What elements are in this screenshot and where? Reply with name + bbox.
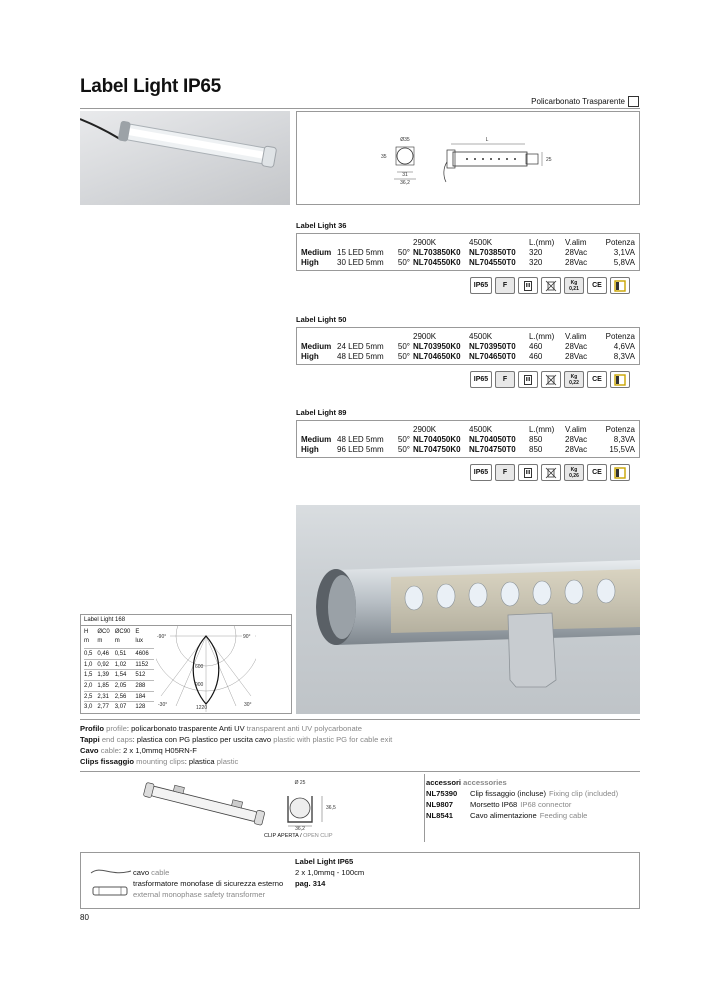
- clip-caption: [264, 833, 332, 839]
- spec-cell-valim: 28Vac: [565, 351, 588, 361]
- photometry-header: E: [135, 629, 140, 635]
- weight-icon: [564, 464, 584, 481]
- accessory-name-en: Fixing clip (included): [548, 789, 619, 798]
- photometry-title: Label Light 168: [81, 615, 291, 626]
- ce-mark-label: CE: [592, 282, 602, 289]
- spec-cell-code-4500[interactable]: NL703950T0: [469, 341, 516, 351]
- cable-legend: [133, 867, 283, 900]
- page-title: Label Light IP65: [80, 76, 221, 97]
- f-mark-icon: [495, 371, 515, 388]
- spec-cell-angle: 50°: [397, 341, 410, 351]
- polar-label: -90°: [156, 634, 166, 640]
- photometry-cell: 288: [135, 681, 153, 692]
- accessory-item: [426, 788, 640, 799]
- f-mark-label: F: [502, 469, 508, 476]
- spec-cell-led: 30 LED 5mm: [337, 257, 384, 267]
- description: [80, 723, 640, 767]
- spec-header-cell: 4500K: [469, 237, 493, 247]
- cable-spec: [295, 856, 364, 889]
- spec-row: [301, 434, 635, 444]
- accessory-name-en: Feeding cable: [539, 811, 588, 820]
- weight-value: 0,22: [569, 379, 579, 386]
- spec-header-row: [301, 237, 635, 247]
- spec-cell-code-2900[interactable]: NL703850K0: [413, 247, 461, 257]
- photometry-cell: 0,92: [97, 659, 114, 670]
- spec-cell-code-2900[interactable]: NL704750K0: [413, 444, 461, 454]
- description-label-it: Tappi: [80, 735, 100, 744]
- clip-drawing: [140, 778, 420, 840]
- photometry-cell: 3,0: [84, 702, 97, 712]
- spec-header-cell: Potenza: [605, 424, 635, 434]
- spec-cell-power: 3,1VA: [613, 247, 635, 257]
- material-swatch: [628, 96, 639, 107]
- spec-cell-type: High: [301, 351, 319, 361]
- accessory-code[interactable]: NL75390: [426, 789, 458, 798]
- no-bin-icon: [541, 371, 561, 388]
- clip-dim-height: 36,5: [326, 805, 336, 811]
- weight-unit: Kg: [570, 279, 578, 286]
- spec-row: [301, 257, 635, 267]
- spec-cell-code-2900[interactable]: NL703950K0: [413, 341, 461, 351]
- photometry-cell: 128: [135, 702, 153, 712]
- photometry-header: H: [84, 629, 89, 635]
- photometry-unit: m: [97, 637, 103, 644]
- spec-cell-length: 460: [529, 341, 543, 351]
- ce-mark-icon: [587, 371, 607, 388]
- spec-cell-type: Medium: [301, 434, 332, 444]
- spec-header-cell: 4500K: [469, 331, 493, 341]
- photometry-cell: 3,07: [115, 702, 136, 712]
- accessories-title-it: accessori: [426, 778, 462, 787]
- cable-spec-value: 2 x 1,0mmq - 100cm: [295, 868, 365, 877]
- technical-drawing: [296, 111, 640, 205]
- spec-cell-type: Medium: [301, 341, 332, 351]
- description-text-it: : 2 x 1,0mmq H05RN-F: [118, 746, 197, 755]
- no-bin-icon: [541, 277, 561, 294]
- spec-header-cell: L.(mm): [529, 237, 555, 247]
- product-photo: [80, 111, 290, 205]
- spec-cell-angle: 50°: [397, 351, 410, 361]
- polar-label: 600: [194, 664, 204, 670]
- photometry-cell: 2,31: [97, 691, 114, 702]
- photometry-row: [84, 681, 154, 692]
- photometry-cell: 4606: [135, 649, 153, 660]
- photometry-table: [84, 628, 154, 712]
- description-text-it: : plastica: [184, 757, 215, 766]
- weight-icon: [564, 277, 584, 294]
- description-text-en: transparent anti UV polycarbonate: [246, 724, 363, 733]
- spec-cell-valim: 28Vac: [565, 444, 588, 454]
- photometry-cell: 2,05: [115, 681, 136, 692]
- spec-cell-type: High: [301, 257, 319, 267]
- photometry-cell: 2,5: [84, 691, 97, 702]
- photometry-row: [84, 691, 154, 702]
- spec-header-cell: 2900K: [413, 424, 437, 434]
- f-mark-label: F: [502, 282, 508, 289]
- accessory-code[interactable]: NL8541: [426, 811, 454, 820]
- description-text-it: : policarbonato trasparente Anti UV: [126, 724, 245, 733]
- spec-cell-type: High: [301, 444, 319, 454]
- accessory-item: [426, 799, 640, 810]
- spec-cell-led: 24 LED 5mm: [337, 341, 384, 351]
- polar-label: 900: [194, 682, 204, 688]
- spec-cell-type: Medium: [301, 247, 332, 257]
- spec-header-cell: V.alim: [565, 424, 587, 434]
- class-iii-label: III: [525, 469, 531, 476]
- spec-cell-power: 8,3VA: [613, 434, 635, 444]
- photometry-unit: m: [114, 637, 120, 644]
- spec-cell-valim: 28Vac: [565, 434, 588, 444]
- description-line: [80, 723, 640, 734]
- description-text-en: plastic with plastic PG for cable exit: [273, 735, 393, 744]
- photometry-row: [84, 670, 154, 681]
- dim-overall: 36,2: [400, 180, 410, 186]
- spec-table: [301, 331, 635, 361]
- dim-diameter: Ø35: [400, 137, 410, 143]
- polar-label: 1220: [195, 705, 207, 711]
- photometry-cell: 1,02: [115, 659, 136, 670]
- spec-cell-code-4500[interactable]: NL703850T0: [469, 247, 516, 257]
- weight-value: 0,26: [569, 472, 579, 479]
- detail-photo: [296, 505, 640, 714]
- spec-header-cell: V.alim: [565, 237, 587, 247]
- f-mark-label: F: [502, 376, 508, 383]
- spec-header-cell: 2900K: [413, 237, 437, 247]
- photometry-row: [84, 702, 154, 712]
- spec-table-box: [296, 327, 640, 365]
- model-title: Label Light 36: [296, 221, 347, 230]
- photometric-data: [80, 614, 292, 714]
- spec-header-row: [301, 331, 635, 341]
- certification-icons: [470, 277, 640, 294]
- led-source-icon: [610, 277, 630, 294]
- led-source-icon: [610, 464, 630, 481]
- accessories: [426, 777, 640, 821]
- spec-cell-code-4500[interactable]: NL704050T0: [469, 434, 516, 444]
- led-source-icon: [610, 371, 630, 388]
- f-mark-icon: [495, 464, 515, 481]
- section-divider: [80, 771, 640, 772]
- weight-icon: [564, 371, 584, 388]
- clip-dim-width: 36,2: [295, 826, 305, 832]
- accessory-name-it: Cavo alimentazione: [470, 811, 537, 820]
- model-section: [296, 221, 640, 294]
- spec-cell-led: 15 LED 5mm: [337, 247, 384, 257]
- photometry-cell: 0,5: [84, 649, 97, 660]
- photometry-cell: 0,46: [97, 649, 114, 660]
- accessory-name-it: Morsetto IP68: [470, 800, 518, 809]
- description-line: [80, 745, 640, 756]
- polar-diagram: [156, 626, 256, 712]
- accessories-title-en: accessories: [463, 778, 507, 787]
- description-label-en: mounting clips: [136, 757, 185, 766]
- vertical-divider: [424, 774, 425, 842]
- spec-cell-valim: 28Vac: [565, 247, 588, 257]
- spec-cell-code-2900[interactable]: NL704650K0: [413, 351, 461, 361]
- spec-table-box: [296, 233, 640, 271]
- no-bin-icon: [541, 464, 561, 481]
- photometry-header: ØC0: [97, 629, 110, 635]
- photometry-cell: 184: [135, 691, 153, 702]
- spec-row: [301, 444, 635, 454]
- accessory-item: [426, 810, 640, 821]
- photometry-cell: 1,39: [97, 670, 114, 681]
- section-divider: [80, 719, 640, 720]
- description-label-en: cable: [100, 746, 119, 755]
- spec-cell-length: 320: [529, 257, 543, 267]
- ce-mark-icon: [587, 464, 607, 481]
- spec-cell-power: 5,8VA: [613, 257, 635, 267]
- photometry-cell: 1,5: [84, 670, 97, 681]
- photometry-cell: 2,56: [115, 691, 136, 702]
- photometry-cell: 512: [135, 670, 153, 681]
- description-label-en: end caps: [101, 735, 133, 744]
- photometry-cell: 0,51: [115, 649, 136, 660]
- spec-cell-led: 96 LED 5mm: [337, 444, 384, 454]
- ip-rating-icon: [470, 464, 492, 481]
- spec-cell-led: 48 LED 5mm: [337, 351, 384, 361]
- description-line: [80, 756, 640, 767]
- polar-label: -30°: [157, 702, 167, 708]
- class-iii-label: III: [525, 376, 531, 383]
- spec-header-cell: Potenza: [605, 237, 635, 247]
- photometry-cell: 1,0: [84, 659, 97, 670]
- page-reference[interactable]: pag. 314: [295, 879, 326, 888]
- class-iii-icon: [518, 371, 538, 388]
- cable-info-box: [80, 852, 640, 909]
- spec-cell-power: 4,6VA: [613, 341, 635, 351]
- spec-header-cell: V.alim: [565, 331, 587, 341]
- model-section: [296, 315, 640, 388]
- weight-unit: Kg: [570, 373, 578, 380]
- spec-header-cell: Potenza: [605, 331, 635, 341]
- spec-cell-valim: 28Vac: [565, 257, 588, 267]
- spec-table-box: [296, 420, 640, 458]
- class-iii-icon: [518, 277, 538, 294]
- photometry-unit: lux: [135, 637, 144, 644]
- spec-table: [301, 424, 635, 454]
- clip-caption-it: CLIP APERTA /: [264, 833, 302, 839]
- polar-label: 90°: [242, 634, 251, 640]
- spec-cell-length: 320: [529, 247, 543, 257]
- spec-table: [301, 237, 635, 267]
- spec-cell-code-4500[interactable]: NL704650T0: [469, 351, 516, 361]
- transformer-label-it: trasformatore monofase di sicurezza esterno: [133, 879, 284, 888]
- spec-cell-power: 15,5VA: [609, 444, 635, 454]
- dim-profile-height: 25: [546, 157, 552, 163]
- spec-header-cell: 2900K: [413, 331, 437, 341]
- class-iii-label: III: [525, 282, 531, 289]
- ip-rating-label: IP65: [473, 282, 489, 289]
- dim-height: 35: [381, 154, 387, 160]
- cable-label-en: cable: [151, 868, 170, 877]
- weight-unit: Kg: [570, 466, 578, 473]
- dim-length: L: [485, 137, 489, 143]
- photometry-row: [84, 659, 154, 670]
- ip-rating-icon: [470, 371, 492, 388]
- f-mark-icon: [495, 277, 515, 294]
- description-label-en: profile: [106, 724, 127, 733]
- spec-cell-code-2900[interactable]: NL704050K0: [413, 434, 461, 444]
- photometry-cell: 1,85: [97, 681, 114, 692]
- spec-header-cell: L.(mm): [529, 424, 555, 434]
- page-number: 80: [80, 913, 89, 922]
- description-line: [80, 734, 640, 745]
- photometry-row: [84, 649, 154, 660]
- photometry-cell: 1,54: [115, 670, 136, 681]
- spec-header-row: [301, 424, 635, 434]
- spec-cell-angle: 50°: [397, 257, 410, 267]
- model-title: Label Light 89: [296, 408, 347, 417]
- cable-transformer-icon: [89, 861, 133, 905]
- spec-cell-angle: 50°: [397, 434, 410, 444]
- spec-row: [301, 247, 635, 257]
- spec-header-cell: 4500K: [469, 424, 493, 434]
- clip-caption-en: OPEN CLIP: [303, 833, 333, 839]
- description-label-it: Cavo: [80, 746, 99, 755]
- title-divider: [80, 108, 640, 109]
- polar-label: 30°: [243, 702, 252, 708]
- class-iii-icon: [518, 464, 538, 481]
- description-text-en: plastic: [216, 757, 239, 766]
- spec-cell-angle: 50°: [397, 444, 410, 454]
- weight-value: 0,21: [569, 285, 579, 292]
- certification-icons: [470, 371, 640, 388]
- spec-row: [301, 341, 635, 351]
- description-text-it: : plastica con PG plastico per uscita cavo: [132, 735, 272, 744]
- dim-width: 31: [402, 172, 408, 178]
- spec-cell-power: 8,3VA: [613, 351, 635, 361]
- spec-cell-code-4500[interactable]: NL704550T0: [469, 257, 516, 267]
- ce-mark-label: CE: [592, 469, 602, 476]
- spec-cell-length: 850: [529, 444, 543, 454]
- model-section: [296, 408, 640, 481]
- accessory-name-it: Clip fissaggio (incluse): [470, 789, 546, 798]
- spec-cell-angle: 50°: [397, 247, 410, 257]
- description-label-it: Profilo: [80, 724, 105, 733]
- photometry-cell: 2,77: [97, 702, 114, 712]
- spec-cell-valim: 28Vac: [565, 341, 588, 351]
- transformer-label-en: external monophase safety transformer: [133, 890, 266, 899]
- description-label-it: Clips fissaggio: [80, 757, 135, 766]
- model-title: Label Light 50: [296, 315, 347, 324]
- clip-dim-diameter: Ø 25: [294, 780, 306, 786]
- photometry-header: ØC90: [114, 629, 131, 635]
- material-legend: [531, 96, 639, 107]
- ce-mark-icon: [587, 277, 607, 294]
- spec-cell-length: 850: [529, 434, 543, 444]
- spec-header-cell: L.(mm): [529, 331, 555, 341]
- certification-icons: [470, 464, 640, 481]
- accessory-code[interactable]: NL9807: [426, 800, 454, 809]
- ip-rating-label: IP65: [473, 469, 489, 476]
- spec-cell-length: 460: [529, 351, 543, 361]
- photometry-cell: 1152: [135, 659, 153, 670]
- spec-cell-led: 48 LED 5mm: [337, 434, 384, 444]
- ip-rating-label: IP65: [473, 376, 489, 383]
- cable-spec-product: Label Light IP65: [295, 857, 354, 866]
- accessory-name-en: IP68 connector: [520, 800, 572, 809]
- accessories-title: [426, 777, 640, 788]
- photometry-cell: 2,0: [84, 681, 97, 692]
- ce-mark-label: CE: [592, 376, 602, 383]
- spec-row: [301, 351, 635, 361]
- photometry-unit: m: [84, 637, 89, 644]
- material-label: Policarbonato Trasparente: [531, 97, 625, 106]
- cable-label-it: cavo: [133, 868, 150, 877]
- spec-cell-code-4500[interactable]: NL704750T0: [469, 444, 516, 454]
- spec-cell-code-2900[interactable]: NL704550K0: [413, 257, 461, 267]
- ip-rating-icon: [470, 277, 492, 294]
